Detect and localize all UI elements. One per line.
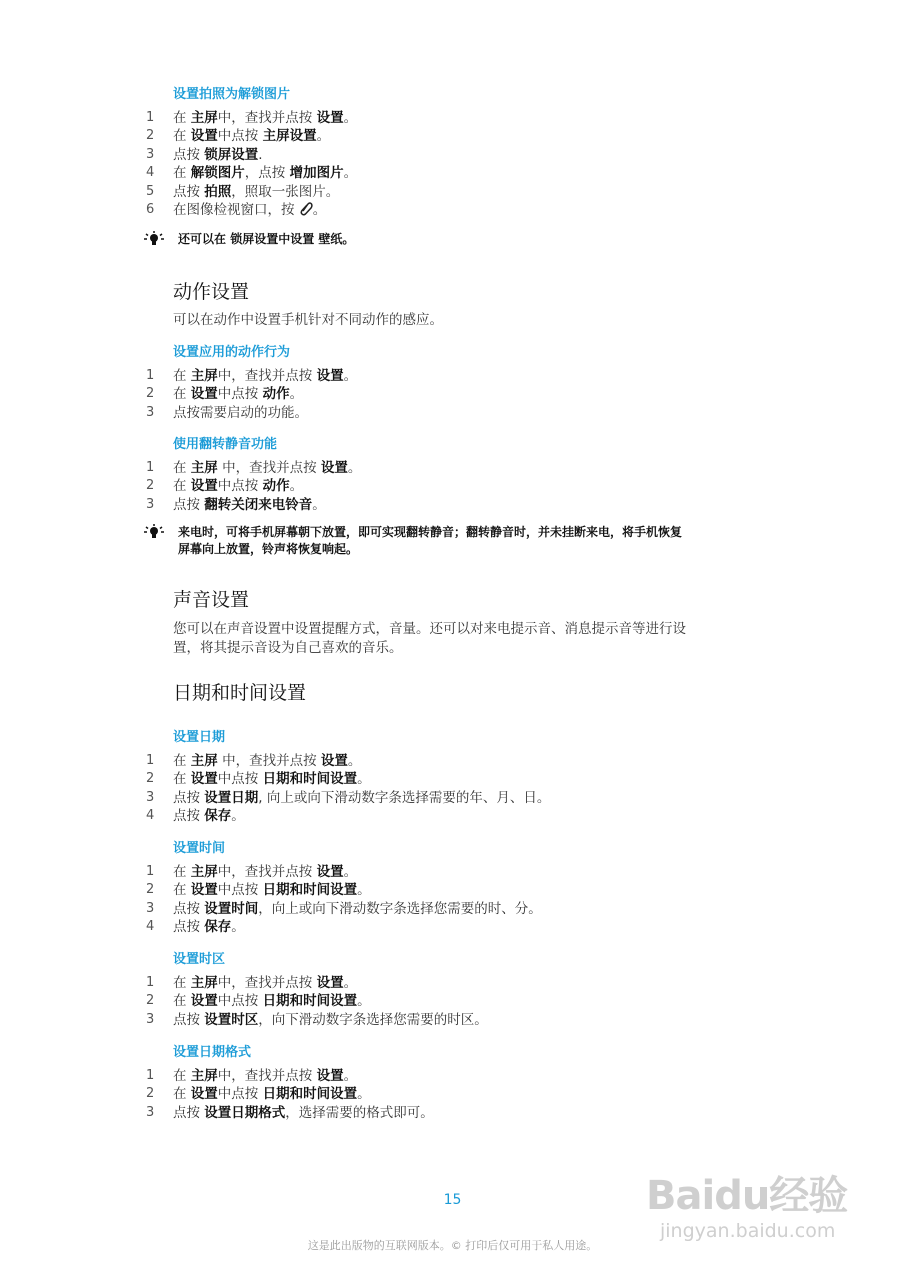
step-text: 在 主屏 中，查找并点按 设置。 [173,753,362,769]
step-number: 2 [146,128,155,144]
step-text: 在 主屏中，查找并点按 设置。 [173,975,358,991]
step-number: 5 [146,183,155,199]
subheading-app-motion: 设置应用的动作行为 [173,345,291,360]
step-number: 4 [146,919,155,935]
step-item [146,1011,786,1029]
step-text: 点按 拍照，照取一张图片。 [173,183,340,200]
subheading-lock-photo: 设置拍照为解锁图片 [173,87,291,102]
step-item [146,367,786,385]
step-item [146,496,786,514]
step-item [146,974,786,992]
step-text: 点按 设置时间，向上或向下滑动数字条选择您需要的时、分。 [173,900,542,917]
step-item [146,459,786,477]
step-item [146,201,786,219]
step-item [146,863,786,881]
lightbulb-icon [143,524,165,542]
step-number: 3 [146,1104,155,1120]
step-text: 在 主屏中，查找并点按 设置。 [173,864,358,880]
tip-text: 来电时，可将手机屏幕朝下放置，即可实现翻转静音；翻转静音时，并未挂断来电，将手机恢复 屏幕向上放置，铃声将恢复响起。 [178,525,683,556]
step-number: 2 [146,771,155,787]
step-number: 1 [146,1068,155,1083]
step-number: 1 [146,975,155,990]
step-item [146,385,786,403]
step-text: 点按 保存。 [173,919,245,936]
step-item [146,807,786,825]
step-text: 在 设置中点按 主屏设置。 [173,128,331,145]
step-number: 1 [146,368,155,383]
step-number: 1 [146,753,155,768]
subheading-flip-mute: 使用翻转静音功能 [173,437,278,452]
subheading-set-time: 设置时间 [173,841,226,856]
step-item [146,789,786,807]
step-number: 3 [146,900,155,916]
heading-motion: 动作设置 [173,281,250,303]
step-item [146,752,786,770]
step-text: 点按 设置日期格式，选择需要的格式即可。 [173,1104,434,1121]
step-number: 2 [146,386,155,402]
step-text: 在 主屏中，查找并点按 设置。 [173,110,358,126]
step-number: 4 [146,165,155,181]
step-number: 2 [146,478,155,494]
step-item [146,918,786,936]
step-text: 在 设置中点按 日期和时间设置。 [173,1086,371,1103]
step-item [146,1085,786,1103]
step-item [146,900,786,918]
step-number: 3 [146,496,155,512]
heading-sound: 声音设置 [173,589,250,611]
step-item [146,477,786,495]
step-number: 6 [146,202,155,217]
subheading-set-date: 设置日期 [173,730,226,745]
step-text: 在 设置中点按 日期和时间设置。 [173,993,371,1010]
step-text: 在 主屏中，查找并点按 设置。 [173,368,358,384]
step-number: 3 [146,146,155,162]
step-item [146,1067,786,1085]
step-number: 2 [146,993,155,1009]
step-text: 在 主屏 中，查找并点按 设置。 [173,460,362,476]
step-text: 在 设置中点按 动作。 [173,386,304,403]
step-item [146,183,786,201]
step-number: 1 [146,110,155,125]
footer-notice: 这是此出版物的互联网版本。© 打印后仅可用于私人用途。 [307,1239,598,1252]
step-text: 在 解锁图片，点按 增加图片。 [173,165,358,182]
step-number: 4 [146,808,155,824]
step-number: 1 [146,460,155,475]
step-text: 点按 翻转关闭来电铃音。 [173,496,326,513]
step-text: 点按 保存。 [173,808,245,825]
step-text: 在图像检视窗口，按 。 [173,202,327,218]
step-number: 3 [146,1011,155,1027]
intro-sound: 您可以在声音设置中设置提醒方式，音量。还可以对来电提示音、消息提示音等进行设 置，将其提示音设为自己喜欢的音乐。 [173,621,686,656]
step-item [146,164,786,182]
step-text: 点按 设置日期, 向上或向下滑动数字条选择需要的年、月、日。 [173,789,551,806]
step-item [146,127,786,145]
step-item [146,146,786,164]
page-number: 15 [443,1192,462,1208]
step-text: 点按 锁屏设置. [173,146,263,163]
step-number: 3 [146,789,155,805]
step-number: 3 [146,404,155,420]
intro-motion: 可以在动作中设置手机针对不同动作的感应。 [173,312,443,328]
step-item [146,770,786,788]
step-text: 在 设置中点按 动作。 [173,478,304,495]
heading-datetime: 日期和时间设置 [173,682,307,704]
step-text: 在 设置中点按 日期和时间设置。 [173,882,371,899]
step-text: 点按需要启动的功能。 [173,404,308,421]
step-item [146,992,786,1010]
watermark-logo: Baidu经验 [646,1173,848,1219]
step-text: 在 主屏中，查找并点按 设置。 [173,1068,358,1084]
step-text: 点按 设置时区，向下滑动数字条选择您需要的时区。 [173,1011,488,1028]
tip-text: 还可以在 锁屏设置中设置 壁纸。 [178,232,355,246]
step-item [146,109,786,127]
step-number: 2 [146,1086,155,1102]
step-item [146,1104,786,1122]
step-item [146,881,786,899]
watermark-url: jingyan.baidu.com [660,1220,836,1242]
subheading-set-timezone: 设置时区 [173,952,226,967]
lightbulb-icon [143,231,165,249]
baidu-watermark [640,1140,870,1260]
step-item [146,404,786,422]
step-number: 2 [146,882,155,898]
step-number: 1 [146,864,155,879]
step-text: 在 设置中点按 日期和时间设置。 [173,771,371,788]
paperclip-icon [299,201,313,216]
subheading-set-date-format: 设置日期格式 [173,1045,252,1060]
